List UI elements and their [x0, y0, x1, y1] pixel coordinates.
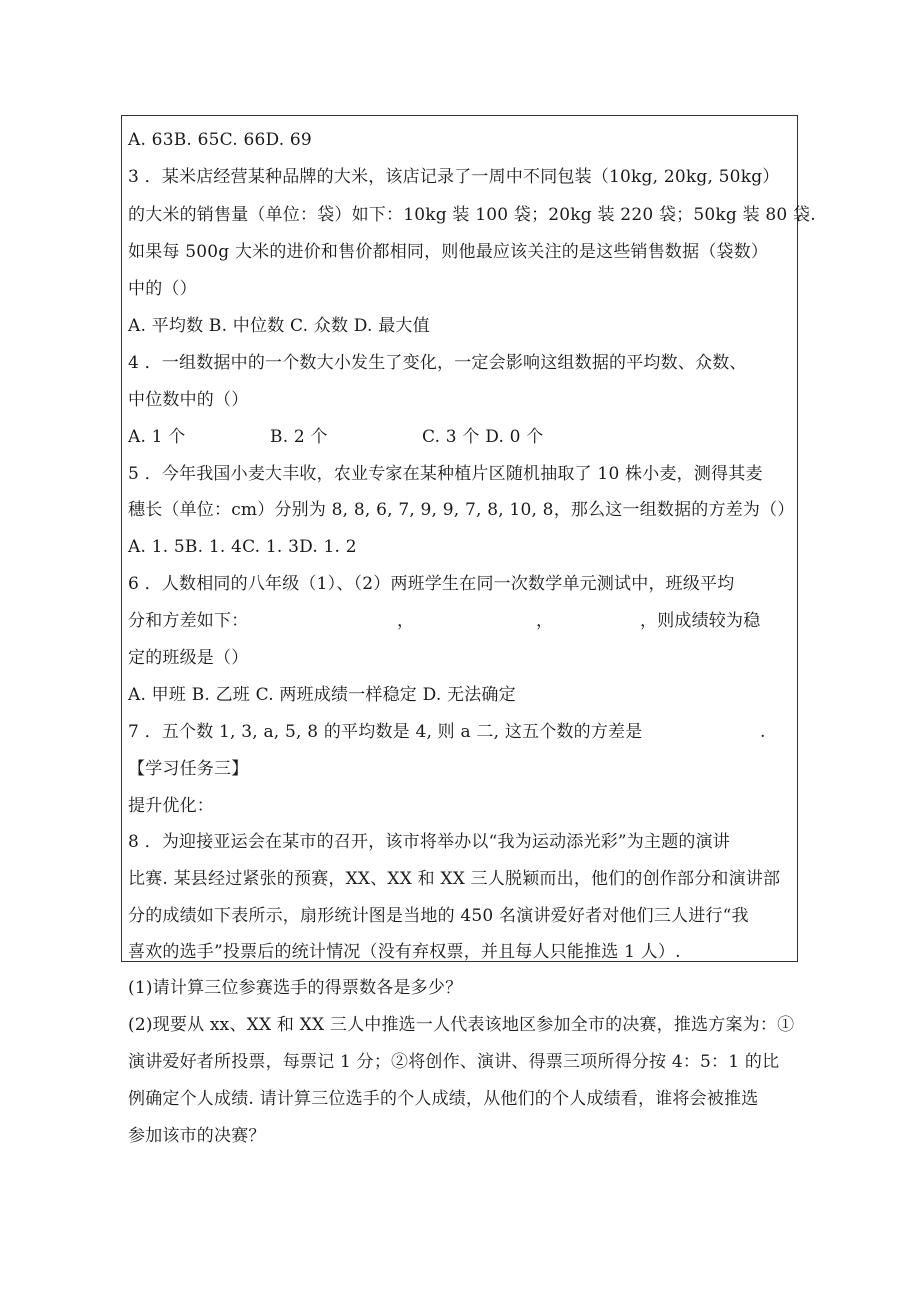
- q8-part-2-line-1: (2)现要从 xx、XX 和 XX 三人中推选一人代表该地区参加全市的决赛，推选方案为：①: [128, 1015, 795, 1035]
- q8-line-3: 分的成绩如下表所示，扇形统计图是当地的 450 名演讲爱好者对他们三人进行“我: [128, 906, 749, 926]
- subsection-heading: 提升优化：: [128, 796, 214, 816]
- q6-line-2-comma-1: ，: [397, 611, 415, 631]
- q4-line-1: 4 ．一组数据中的一个数大小发生了变化，一定会影响这组数据的平均数、众数、: [128, 353, 747, 373]
- q7-end: .: [760, 722, 766, 742]
- q4-option-cd: C. 3 个 D. 0 个: [422, 427, 544, 447]
- q8-part-2-line-2: 演讲爱好者所投票，每票记 1 分；②将创作、演讲、得票三项所得分按 4：5：1 的比: [128, 1052, 780, 1072]
- q3-line-3: 如果每 500g 大米的进价和售价都相同，则他最应该关注的是这些销售数据（袋数）: [128, 242, 769, 262]
- q8-part-2-line-3: 例确定个人成绩. 请计算三位选手的个人成绩，从他们的个人成绩看，谁将会被推选: [128, 1089, 759, 1109]
- q7-text: 7 ．五个数 1, 3, a, 5, 8 的平均数是 4, 则 a 二, 这五个数的方差是: [128, 722, 643, 742]
- q3-line-1: 3 ．某米店经营某种品牌的大米，该店记录了一周中不同包装（10kg, 20kg, 50kg）: [128, 167, 780, 187]
- q4-line-2: 中位数中的（）: [128, 390, 249, 410]
- q6-line-1: 6 ．人数相同的八年级（1）、（2）两班学生在同一次数学单元测试中，班级平均: [128, 574, 735, 594]
- q6-line-2-part-1: 分和方差如下：: [128, 611, 249, 631]
- q8-line-2: 比赛. 某县经过紧张的预赛，XX、XX 和 XX 三人脱颖而出，他们的创作部分和演讲部: [128, 869, 781, 889]
- q4-option-b: B. 2 个: [270, 427, 328, 447]
- section-heading: 【学习任务三】: [128, 759, 249, 779]
- q8-part-2-line-4: 参加该市的决赛？: [128, 1126, 266, 1146]
- q8-line-4: 喜欢的选手”投票后的统计情况（没有弃权票，并且每人只能推选 1 人）.: [128, 942, 681, 962]
- q5-line-2: 穗长（单位：cm）分别为 8, 8, 6, 7, 9, 9, 7, 8, 10, 8，那么这一组数据的方差为（）: [128, 500, 795, 520]
- q4-option-a: A. 1 个: [128, 427, 186, 447]
- q6-line-2-part-2: ，则成绩较为稳: [640, 611, 761, 631]
- q2-options: A. 63B. 65C. 66D. 69: [128, 130, 312, 150]
- q5-line-1: 5 ．今年我国小麦大丰收，农业专家在某种植片区随机抽取了 10 株小麦，测得其麦: [128, 464, 763, 484]
- q3-line-4: 中的（）: [128, 279, 197, 299]
- q6-line-3: 定的班级是（）: [128, 648, 249, 668]
- q3-options: A. 平均数 B. 中位数 C. 众数 D. 最大值: [128, 316, 430, 336]
- q8-part-1: (1)请计算三位参赛选手的得票数各是多少？: [128, 978, 463, 998]
- q8-line-1: 8 ．为迎接亚运会在某市的召开，该市将举办以“我为运动添光彩”为主题的演讲: [128, 832, 730, 852]
- q6-options: A. 甲班 B. 乙班 C. 两班成绩一样稳定 D. 无法确定: [128, 685, 516, 705]
- q3-line-2: 的大米的销售量（单位：袋）如下：10kg 装 100 袋；20kg 装 220 袋；50kg 装 80 袋.: [128, 205, 816, 225]
- q5-options: A. 1. 5B. 1. 4C. 1. 3D. 1. 2: [128, 537, 357, 557]
- q6-line-2-comma-2: ，: [536, 611, 554, 631]
